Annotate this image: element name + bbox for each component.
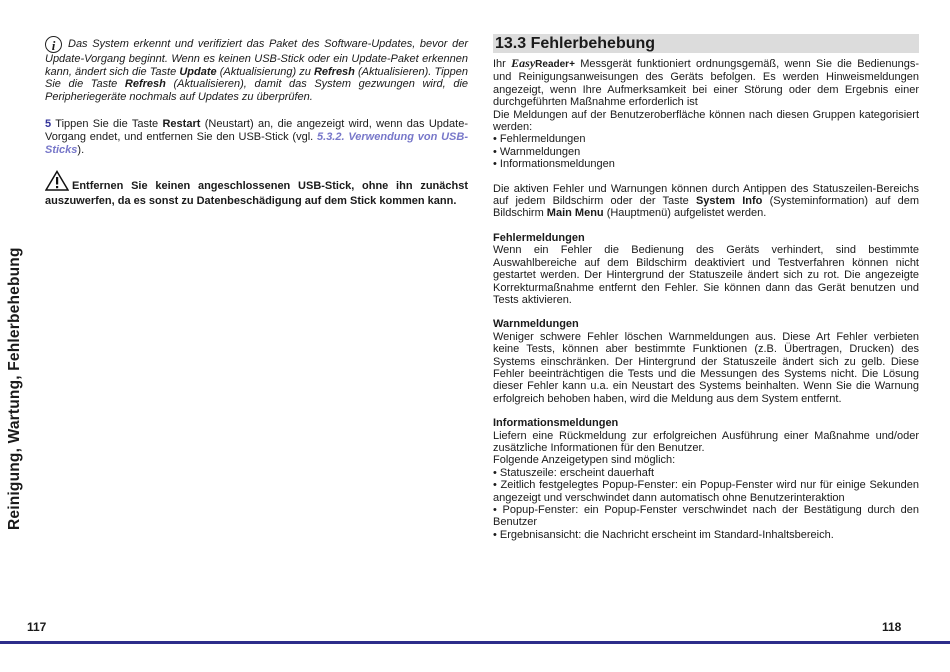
text-run: Tippen Sie die Taste <box>51 118 163 131</box>
bold-term: Update <box>179 65 217 78</box>
brand-logo: EasyReader+ <box>511 56 575 70</box>
warning-icon <box>45 170 69 195</box>
text-run: Die aktiven Fehler und Warnungen können durch Antippen des Statuszeilen-Bereichs auf jedem Bildschirm oder der Taste <box>493 182 919 208</box>
warning-text: Entfernen Sie keinen angeschlossenen USB-Stick, ohne ihn zunächst auszuwerfen, da es sonst zu Datenbeschädigung auf dem Stick kommen kann. <box>45 180 468 207</box>
right-page <box>493 34 919 541</box>
side-chapter-title: Reinigung, Wartung, Fehlerbehebung <box>6 247 23 530</box>
page-number-left: 117 <box>27 620 47 634</box>
warnings-heading: Warnmeldungen <box>493 318 579 331</box>
list-item: • Warnmeldungen <box>493 146 919 158</box>
step-text <box>45 118 468 155</box>
info-heading: Informationsmeldungen <box>493 417 619 430</box>
active-paragraph <box>493 183 919 220</box>
text-run: Das System erkennt und verifiziert das Paket des Software-Updates, bevor der Update-Vorgang beginnt. Wenn es keinen USB-Stick oder ein Update-Paket erkennen kann, ändert sich die Taste <box>45 38 468 78</box>
warning-note <box>45 170 468 207</box>
bold-term: Restart <box>162 118 201 131</box>
list-item: • Popup-Fenster: ein Popup-Fenster verschwindet nach der Bestätigung durch den Benutzer <box>493 504 919 529</box>
list-item: • Zeitlich festgelegtes Popup-Fenster: ein Popup-Fenster wird nur für einige Sekunden angezeigt und verschwindet dann automatisch ohne Benutzerinteraktion <box>493 479 919 504</box>
text-run: (Systeminformation) auf dem Bildschirm <box>493 195 919 220</box>
errors-heading: Fehlermeldungen <box>493 231 585 244</box>
text-run: (Hauptmenü) aufgelistet werden. <box>603 207 767 220</box>
bold-term: Refresh <box>124 78 166 91</box>
section-title: 13.3 Fehlerbehebung <box>493 34 919 53</box>
bold-term: Refresh <box>313 65 355 78</box>
text-run: (Aktualisieren). Tippen Sie die Taste <box>45 65 468 91</box>
text-run: (Aktualisierung) zu <box>216 65 314 78</box>
groups-list <box>493 133 919 170</box>
text-run: ). <box>77 143 85 156</box>
groups-intro: Die Meldungen auf der Benutzeroberfläche können nach diesen Gruppen kategorisiert werden: <box>493 108 919 134</box>
bold-term: Main Menu <box>546 207 604 220</box>
types-list <box>493 467 919 541</box>
left-page <box>45 36 468 207</box>
footer-bar <box>0 641 950 644</box>
info-note <box>45 36 468 103</box>
errors-body: Wenn ein Fehler die Bedienung des Geräts verhindert, sind bestimmte Auswahlbereiche auf dem Bildschirm deaktiviert und Testverfahren können nicht gestartet werden. Der Hintergrund der Statuszeile ändert sich zu rot. Die angezeigte Korrekturmaßnahme entfernt den Fehler. Sie können dann das Gerät benutzen und Tests aktivieren. <box>493 244 919 306</box>
text-run: (Aktualisieren), damit das System gezwungen wird, die Peripheriegeräte nochmals auf Updates zu überprüfen. <box>45 78 469 103</box>
info-body: Liefern eine Rückmeldung zur erfolgreichen Ausführung einer Maßnahme und/oder zusätzliche Informationen für den Benutzer. <box>493 429 919 454</box>
info-icon: i <box>45 36 62 53</box>
text-run: (Neustart) an, die angezeigt wird, wenn das Update-Vorgang endet, und entfernen Sie den USB-Stick (vgl. <box>45 118 468 143</box>
page-number-right: 118 <box>882 620 902 634</box>
bold-term: System Info <box>695 195 763 208</box>
list-item: • Statuszeile: erscheint dauerhaft <box>493 467 919 479</box>
list-item: • Informationsmeldungen <box>493 158 919 170</box>
cross-reference-link[interactable]: 5.3.2. Verwendung von USB-Sticks <box>45 130 469 156</box>
types-intro: Folgende Anzeigetypen sind möglich: <box>493 454 676 467</box>
info-note-text <box>45 38 468 103</box>
list-item: • Ergebnisansicht: die Nachricht erscheint im Standard-Inhaltsbereich. <box>493 529 919 541</box>
list-item: • Fehlermeldungen <box>493 133 919 145</box>
intro-paragraph: Ihr EasyReader+ Messgerät funktioniert ordnungsgemäß, wenn Sie die Bedienungs- und Reinigungsanweisungen des Geräts befolgen. Es werden Hinweismeldungen angezeigt, wenn Ihre Aufmerksamkeit bei einer Störung oder dem Ergebnis einer durchgeführten Maßnahme erforderlich ist <box>493 56 919 109</box>
warnings-body: Weniger schwere Fehler löschen Warnmeldungen aus. Diese Art Fehler verbieten keine Tests, können aber bestimmte Funktionen (z.B. Übertragen, Drucken) des Systems einschränken. Der Hintergrund der Statuszeile ändert sich zu gelb. Diese Fehler beeinträchtigen die Tests und die Messungen des Systems nicht. Die Lösung dieser Fehler kann u.a. ein Neustart des Systems beinhalten. Wenn Sie die Warnung erfolgreich behoben haben, wird die Meldung aus dem System entfernt. <box>493 330 919 405</box>
step-number: 5 <box>45 118 52 131</box>
step-5 <box>45 118 468 156</box>
